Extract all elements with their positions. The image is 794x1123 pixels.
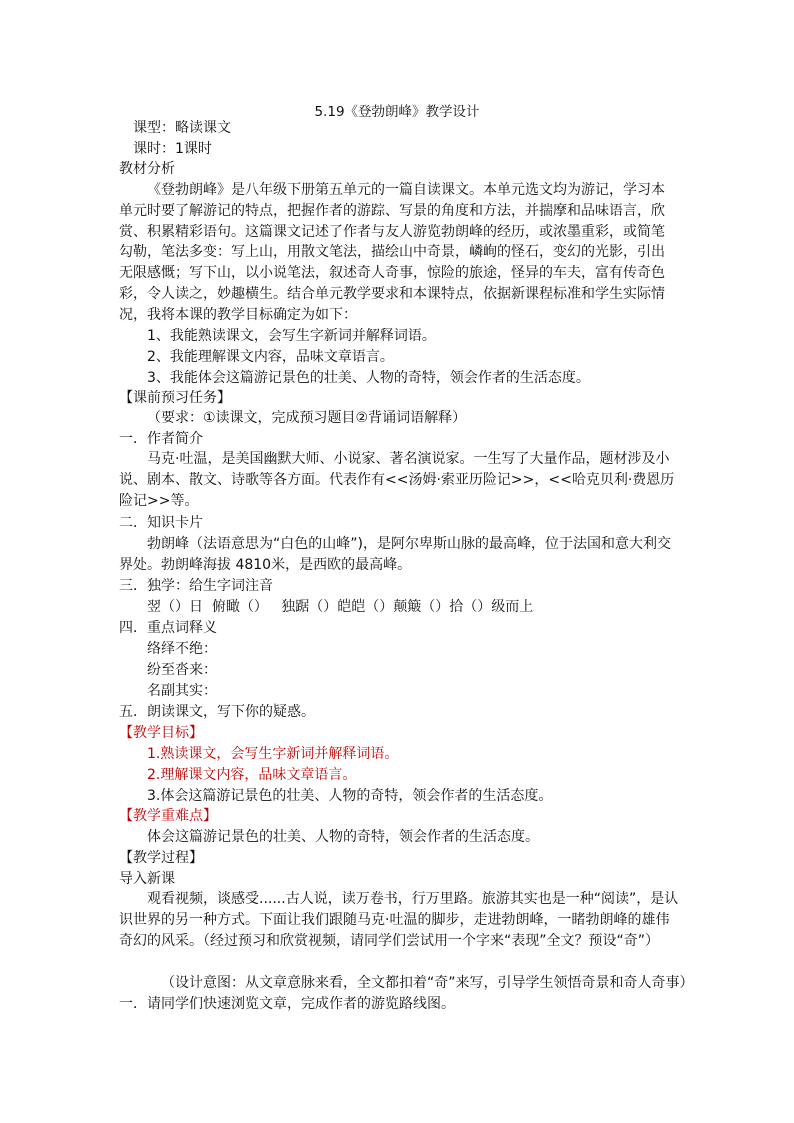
objective-3: 3.体会这篇游记景色的壮美、人物的奇特，领会作者的生活态度。 <box>147 788 553 804</box>
questions-heading: 五．朗读课文，写下你的疑惑。 <box>119 704 315 720</box>
knowledge-heading: 二．知识卡片 <box>119 515 203 531</box>
key-text: 体会这篇游记景色的壮美、人物的奇特，领会作者的生活态度。 <box>147 829 539 845</box>
lesson-hours: 课时：1课时 <box>133 141 212 157</box>
phonetic-heading: 三．独学：给生字词注音 <box>119 578 273 594</box>
analysis-paragraph: 《登勃朗峰》是八年级下册第五单元的一篇自读课文。本单元选文均为游记，学习本单元时要了解游记的特点，把握作者的游踪、写景的角度和方法，并揣摩和品味语言，欣赏、积累精彩语句。这篇课文记述了作者与友人游览勃朗峰的经历，或浓墨重彩，或简笔勾勒，笔法多变：写上山，用散文笔法，描绘山中奇景，嶙峋的怪石，变幻的光影，引出无限感慨；写下山，以小说笔法，叙述奇人奇事，惊险的旅途，怪异的车夫，富有传奇色彩，令人读之，妙趣横生。结合单元教学要求和本课特点，依据新课程标准和学生实际情况，我将本课的教学目标确定为如下： <box>119 182 665 323</box>
vocab-item-3: 名副其实： <box>147 683 217 699</box>
analysis-heading: 教材分析 <box>119 161 175 177</box>
analysis-goal-2: 2、我能理解课文内容，品味文章语言。 <box>147 349 394 365</box>
objective-2: 2.理解课文内容，品味文章语言。 <box>147 767 357 783</box>
key-heading: 【教学重难点】 <box>119 808 217 824</box>
objectives-heading: 【教学目标】 <box>119 725 203 741</box>
step-1: 一．请同学们快速浏览文章，完成作者的游览路线图。 <box>119 996 455 1012</box>
knowledge-paragraph: 勃朗峰（法语意思为“白色的山峰”)，是阿尔卑斯山脉的最高峰，位于法国和意大利交界处。勃朗峰海拔 4810米，是西欧的最高峰。 <box>119 536 671 573</box>
process-heading: 【教学过程】 <box>119 850 203 866</box>
vocab-item-1: 络绎不绝： <box>147 641 217 657</box>
intro-paragraph: 观看视频，谈感受......古人说，读万卷书，行万里路。旅游其实也是一种“阅读”，是认识世界的另一种方式。下面让我们跟随马克·吐温的脚步，走进勃朗峰，一睹勃朗峰的雄伟奇幻的风采。（经过预习和欣赏视频，请同学们尝试用一个字来“表现”全文？预设“奇”） <box>119 891 679 949</box>
objective-1: 1.熟读课文，会写生字新词并解释词语。 <box>147 746 399 762</box>
lesson-type: 课型：略读课文 <box>133 120 231 136</box>
intro-heading: 导入新课 <box>119 871 175 887</box>
author-paragraph: 马克·吐温，是美国幽默大师、小说家、著名演说家。一生写了大量作品，题材涉及小说、剧本、散文、诗歌等各方面。代表作有<<汤姆·索亚历险记>>，<<哈克贝利·费恩历险记>>等。 <box>119 451 675 509</box>
preview-heading: 【课前预习任务】 <box>119 390 231 406</box>
preview-requirement: （要求：①读课文，完成预习题目②背诵词语解释） <box>147 410 467 426</box>
author-heading: 一．作者简介 <box>119 431 203 447</box>
analysis-goal-1: 1、我能熟读课文，会写生字新词并解释词语。 <box>147 328 436 344</box>
vocab-item-2: 纷至沓来： <box>147 662 217 678</box>
design-note: （设计意图：从文章意脉来看，全文都扣着“奇”来写，引导学生领悟奇景和奇人奇事） <box>161 975 694 991</box>
document-title: 5.19《登勃朗峰》教学设计 <box>314 104 480 120</box>
phonetic-fill-row[interactable]: 翌（）日 俯瞰（） 独踞（）皑皑（）颠簸（）拾（）级而上 <box>147 599 534 615</box>
analysis-goal-3: 3、我能体会这篇游记景色的壮美、人物的奇特，领会作者的生活态度。 <box>147 370 590 386</box>
vocab-heading: 四．重点词释义 <box>119 620 217 636</box>
